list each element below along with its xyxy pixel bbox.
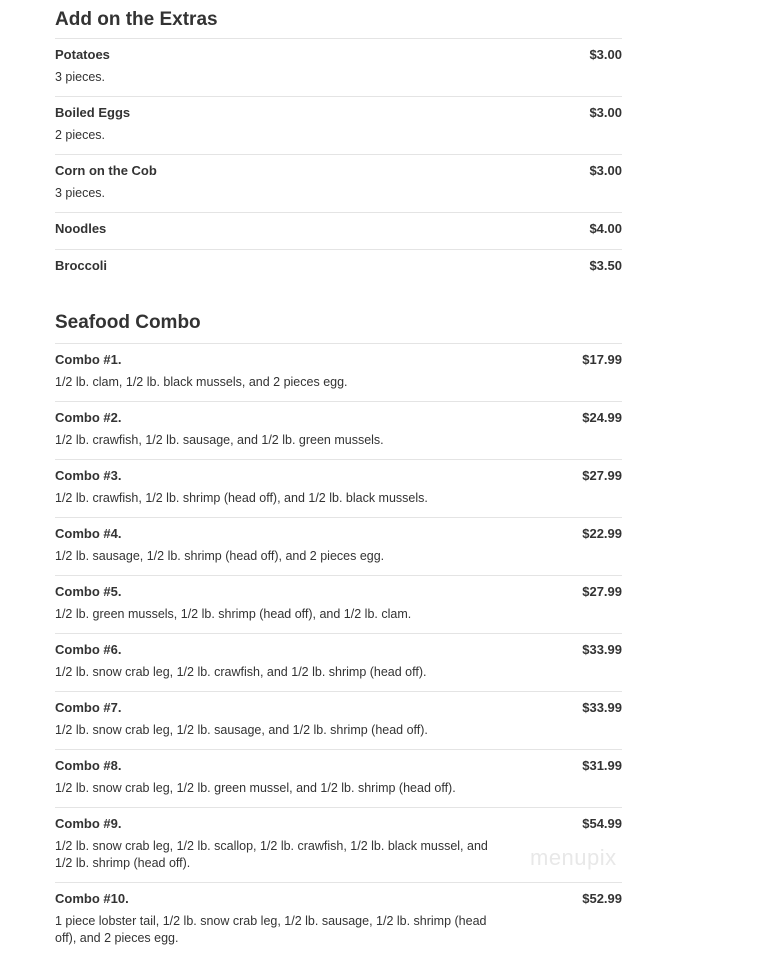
item-description: 1/2 lb. clam, 1/2 lb. black mussels, and 2 pieces egg. <box>55 375 348 389</box>
menu-item-boiled-eggs <box>55 97 622 155</box>
menu <box>55 0 622 957</box>
menu-item-broccoli <box>55 250 622 286</box>
item-name: Combo #5. <box>55 584 122 599</box>
item-name: Potatoes <box>55 47 110 62</box>
item-description: 1/2 lb. snow crab leg, 1/2 lb. crawfish, and 1/2 lb. shrimp (head off). <box>55 665 427 679</box>
item-price: $33.99 <box>582 642 622 657</box>
item-price: $17.99 <box>582 352 622 367</box>
item-price: $3.00 <box>589 163 622 178</box>
item-description: 1/2 lb. crawfish, 1/2 lb. shrimp (head off), and 1/2 lb. black mussels. <box>55 491 428 505</box>
menu-item-combo-7 <box>55 692 622 750</box>
item-description: 1/2 lb. snow crab leg, 1/2 lb. green mussel, and 1/2 lb. shrimp (head off). <box>55 781 456 795</box>
item-description: 3 pieces. <box>55 70 106 84</box>
item-description: 1/2 lb. sausage, 1/2 lb. shrimp (head off), and 2 pieces egg. <box>55 549 385 563</box>
menu-item-combo-8 <box>55 750 622 808</box>
item-price: $54.99 <box>582 816 622 831</box>
item-price: $3.50 <box>589 258 622 273</box>
menu-item-combo-1 <box>55 344 622 402</box>
item-price: $33.99 <box>582 700 622 715</box>
item-price: $22.99 <box>582 526 622 541</box>
item-price: $52.99 <box>582 891 622 906</box>
item-price: $3.00 <box>589 105 622 120</box>
item-name: Combo #1. <box>55 352 122 367</box>
item-description: 3 pieces. <box>55 186 106 200</box>
item-description: 1/2 lb. green mussels, 1/2 lb. shrimp (head off), and 1/2 lb. clam. <box>55 607 412 621</box>
item-name: Combo #2. <box>55 410 122 425</box>
item-price: $27.99 <box>582 468 622 483</box>
menu-item-combo-10 <box>55 883 622 957</box>
menu-item-noodles <box>55 213 622 250</box>
menu-item-combo-2 <box>55 402 622 460</box>
menu-item-combo-4 <box>55 518 622 576</box>
item-description: 1/2 lb. crawfish, 1/2 lb. sausage, and 1/2 lb. green mussels. <box>55 433 384 447</box>
menu-item-combo-6 <box>55 634 622 692</box>
item-description: 1 piece lobster tail, 1/2 lb. snow crab leg, 1/2 lb. sausage, 1/2 lb. shrimp (head off), and 2 pieces egg. <box>55 914 487 945</box>
section-title-extras: Add on the Extras <box>55 0 622 39</box>
menu-item-combo-5 <box>55 576 622 634</box>
item-name: Boiled Eggs <box>55 105 131 120</box>
menupix-watermark: menupix <box>530 845 617 870</box>
item-name: Combo #9. <box>55 816 122 831</box>
item-price: $4.00 <box>589 221 622 236</box>
item-description: 1/2 lb. snow crab leg, 1/2 lb. scallop, 1/2 lb. crawfish, 1/2 lb. black mussel, and 1/2 lb. shrimp (head off). <box>55 839 488 870</box>
item-description: 2 pieces. <box>55 128 106 142</box>
item-name: Noodles <box>55 221 107 236</box>
item-name: Corn on the Cob <box>55 163 157 178</box>
item-name: Combo #8. <box>55 758 122 773</box>
item-name: Combo #4. <box>55 526 122 541</box>
item-price: $31.99 <box>582 758 622 773</box>
item-price: $3.00 <box>589 47 622 62</box>
menu-item-corn-on-the-cob <box>55 155 622 213</box>
item-name: Combo #10. <box>55 891 129 906</box>
item-name: Combo #3. <box>55 468 122 483</box>
menu-item-potatoes <box>55 39 622 97</box>
section-title-seafood-combo: Seafood Combo <box>55 306 622 344</box>
item-price: $27.99 <box>582 584 622 599</box>
item-name: Combo #6. <box>55 642 122 657</box>
item-description: 1/2 lb. snow crab leg, 1/2 lb. sausage, and 1/2 lb. shrimp (head off). <box>55 723 428 737</box>
item-price: $24.99 <box>582 410 622 425</box>
item-name: Broccoli <box>55 258 108 273</box>
item-name: Combo #7. <box>55 700 122 715</box>
menu-item-combo-3 <box>55 460 622 518</box>
